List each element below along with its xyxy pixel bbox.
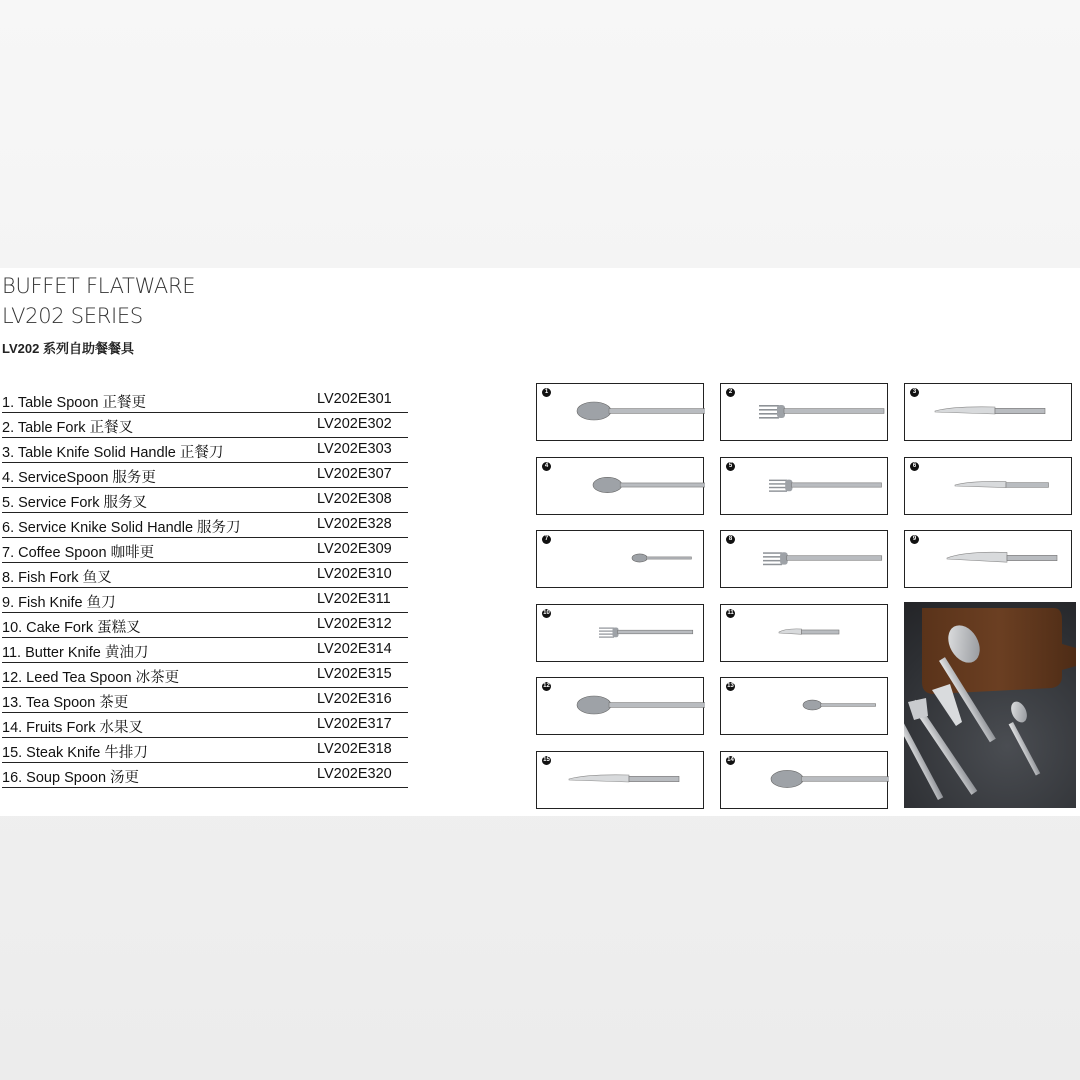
product-tile <box>904 530 1072 588</box>
item-code: LV202E310 <box>317 566 392 582</box>
item-code: LV202E311 <box>317 591 391 607</box>
product-tile <box>720 677 888 735</box>
product-tile <box>720 457 888 515</box>
tile-number-badge: 4 <box>542 462 551 471</box>
list-item <box>2 663 408 688</box>
product-tile <box>536 751 704 809</box>
item-name: 12. Leed Tea Spoon 冰茶更 <box>2 670 180 686</box>
tile-number-badge: 2 <box>726 388 735 397</box>
catalog-title: BUFFET FLATWARE <box>2 274 196 298</box>
tile-number-badge: 8 <box>726 535 735 544</box>
item-code: LV202E308 <box>317 491 392 507</box>
item-name: 2. Table Fork 正餐叉 <box>2 420 134 436</box>
list-item <box>2 563 408 588</box>
list-item <box>2 688 408 713</box>
table-spoon-icon <box>537 384 705 442</box>
item-code: LV202E307 <box>317 466 392 482</box>
product-tile <box>720 604 888 662</box>
item-name: 7. Coffee Spoon 咖啡更 <box>2 545 155 561</box>
catalog-sheet <box>0 268 1080 816</box>
steak-knife-icon <box>537 752 705 810</box>
iced-tea-spoon-icon <box>537 678 705 736</box>
tile-number-badge: 15 <box>543 756 550 763</box>
item-name: 4. ServiceSpoon 服务更 <box>2 470 156 486</box>
product-tile <box>720 751 888 809</box>
product-tile <box>536 457 704 515</box>
item-name: 10. Cake Fork 蛋糕叉 <box>2 620 141 636</box>
item-code: LV202E316 <box>317 691 392 707</box>
item-name: 15. Steak Knife 牛排刀 <box>2 745 148 761</box>
product-tile <box>536 677 704 735</box>
item-code: LV202E312 <box>317 616 392 632</box>
product-tile <box>904 457 1072 515</box>
cake-fork-icon <box>537 605 705 663</box>
fish-fork-icon <box>721 531 889 589</box>
list-item <box>2 588 408 613</box>
item-name: 6. Service Knike Solid Handle 服务刀 <box>2 520 241 536</box>
item-name: 14. Fruits Fork 水果叉 <box>2 720 143 736</box>
fish-knife-icon <box>905 531 1073 589</box>
tile-number-badge: 7 <box>542 535 551 544</box>
list-item <box>2 413 408 438</box>
product-tile <box>720 530 888 588</box>
cutlery-on-board-icon <box>904 602 1076 808</box>
tile-number-badge: 1 <box>542 388 551 397</box>
list-item <box>2 763 408 788</box>
item-name: 9. Fish Knife 鱼刀 <box>2 595 116 611</box>
item-name: 8. Fish Fork 鱼叉 <box>2 570 112 586</box>
list-item <box>2 613 408 638</box>
item-code: LV202E317 <box>317 716 392 732</box>
tile-number-badge: 13 <box>727 683 734 689</box>
coffee-spoon-icon <box>537 531 705 589</box>
tile-number-badge: 5 <box>726 462 735 471</box>
butter-knife-icon <box>721 605 889 663</box>
item-code: LV202E301 <box>317 391 392 407</box>
list-item <box>2 438 408 463</box>
service-fork-icon <box>721 458 889 516</box>
item-code: LV202E314 <box>317 641 392 657</box>
item-name: 1. Table Spoon 正餐更 <box>2 395 147 411</box>
list-item <box>2 738 408 763</box>
item-code: LV202E303 <box>317 441 392 457</box>
soup-spoon-icon <box>721 752 889 810</box>
list-item <box>2 463 408 488</box>
tile-number-badge: 9 <box>910 535 919 544</box>
table-fork-icon <box>721 384 889 442</box>
item-name: 3. Table Knife Solid Handle 正餐刀 <box>2 445 224 461</box>
list-item <box>2 713 408 738</box>
series-subtitle: LV202 系列自助餐餐具 <box>2 341 134 356</box>
list-item <box>2 388 408 413</box>
service-spoon-icon <box>537 458 705 516</box>
tile-number-badge: 11 <box>727 609 734 616</box>
item-code: LV202E302 <box>317 416 392 432</box>
list-item <box>2 513 408 538</box>
item-name: 16. Soup Spoon 汤更 <box>2 770 140 786</box>
tile-number-badge: 10 <box>543 609 550 616</box>
table-knife-icon <box>905 384 1073 442</box>
tile-number-badge: 14 <box>727 756 734 763</box>
item-code: LV202E318 <box>317 741 392 757</box>
list-item <box>2 488 408 513</box>
tea-spoon-icon <box>721 678 889 736</box>
product-tile <box>904 383 1072 441</box>
product-tile <box>720 383 888 441</box>
product-tile <box>536 604 704 662</box>
tile-number-badge: 12 <box>543 683 550 689</box>
item-name: 11. Butter Knife 黄油刀 <box>2 645 149 661</box>
product-tile <box>536 530 704 588</box>
item-code: LV202E315 <box>317 666 392 682</box>
product-list <box>2 388 408 788</box>
service-knife-icon <box>905 458 1073 516</box>
product-tile <box>536 383 704 441</box>
item-code: LV202E320 <box>317 766 392 782</box>
item-code: LV202E309 <box>317 541 392 557</box>
tile-number-badge: 6 <box>910 462 919 471</box>
item-name: 13. Tea Spoon 茶更 <box>2 695 129 711</box>
tile-number-badge: 3 <box>910 388 919 397</box>
list-item <box>2 638 408 663</box>
list-item <box>2 538 408 563</box>
item-code: LV202E328 <box>317 516 392 532</box>
series-title: LV202 SERIES <box>2 304 143 328</box>
flatware-lifestyle-photo <box>904 602 1076 808</box>
item-name: 5. Service Fork 服务叉 <box>2 495 148 511</box>
